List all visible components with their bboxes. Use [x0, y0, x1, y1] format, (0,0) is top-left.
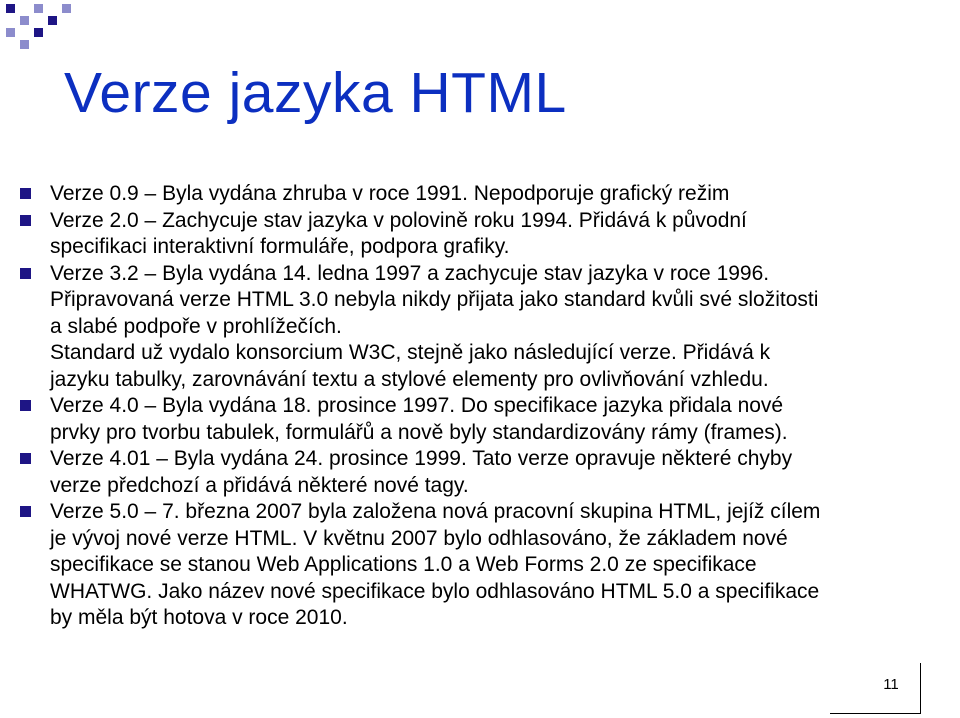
item-line: specifikaci interaktivní formuláře, podpora grafiky.: [50, 235, 510, 258]
corner-decoration: [0, 0, 80, 60]
list-item: [20, 261, 940, 394]
item-line: a slabé podpoře v prohlížečích.: [50, 314, 342, 338]
list-item: [20, 393, 940, 446]
bullet-list: [20, 181, 940, 632]
square-bullet-icon: [20, 188, 31, 199]
item-line: verze předchozí a přidává některé nové tagy.: [50, 473, 469, 497]
item-line: Verze 0.9 – Byla vydána zhruba v roce 1991. Nepodporuje grafický režim: [50, 182, 730, 205]
page-number: 11: [883, 676, 899, 693]
item-line: Připravovaná verze HTML 3.0 nebyla nikdy přijata jako standard kvůli své složitosti: [50, 288, 819, 311]
item-line: je vývoj nové verze HTML. V květnu 2007 bylo odhlasováno, že základem nové: [50, 526, 788, 550]
square-bullet-icon: [20, 400, 31, 411]
item-line: Verze 2.0 – Zachycuje stav jazyka v polovině roku 1994. Přidává k původní: [50, 208, 747, 232]
item-line: Standard už vydalo konsorcium W3C, stejně jako následující verze. Přidává k: [50, 341, 771, 364]
list-item: [20, 181, 940, 208]
square-bullet-icon: [20, 268, 31, 279]
item-line: Verze 3.2 – Byla vydána 14. ledna 1997 a zachycuje stav jazyka v roce 1996.: [50, 261, 770, 285]
item-line: Verze 4.01 – Byla vydána 24. prosince 1999. Tato verze opravuje některé chyby: [50, 447, 793, 470]
item-line: specifikace se stanou Web Applications 1.0 a Web Forms 2.0 ze specifikace: [50, 553, 757, 576]
item-line: WHATWG. Jako název nové specifikace bylo odhlasováno HTML 5.0 a specifikace: [50, 579, 820, 603]
item-line: Verze 5.0 – 7. března 2007 byla založena nová pracovní skupina HTML, jejíž cílem: [50, 500, 821, 523]
item-line: prvky pro tvorbu tabulek, formulářů a nově byly standardizovány rámy (frames).: [50, 420, 788, 444]
square-bullet-icon: [20, 506, 31, 517]
item-line: jazyku tabulky, zarovnávání textu a stylové elementy pro ovlivňování vzhledu.: [50, 367, 769, 391]
list-item: [20, 446, 940, 499]
list-item: [20, 499, 940, 632]
square-bullet-icon: [20, 215, 31, 226]
square-bullet-icon: [20, 453, 31, 464]
slide-title: Verze jazyka HTML: [64, 61, 567, 125]
item-line: by měla být hotova v roce 2010.: [50, 606, 348, 629]
item-line: Verze 4.0 – Byla vydána 18. prosince 1997. Do specifikace jazyka přidala nové: [50, 394, 784, 417]
list-item: [20, 208, 940, 261]
